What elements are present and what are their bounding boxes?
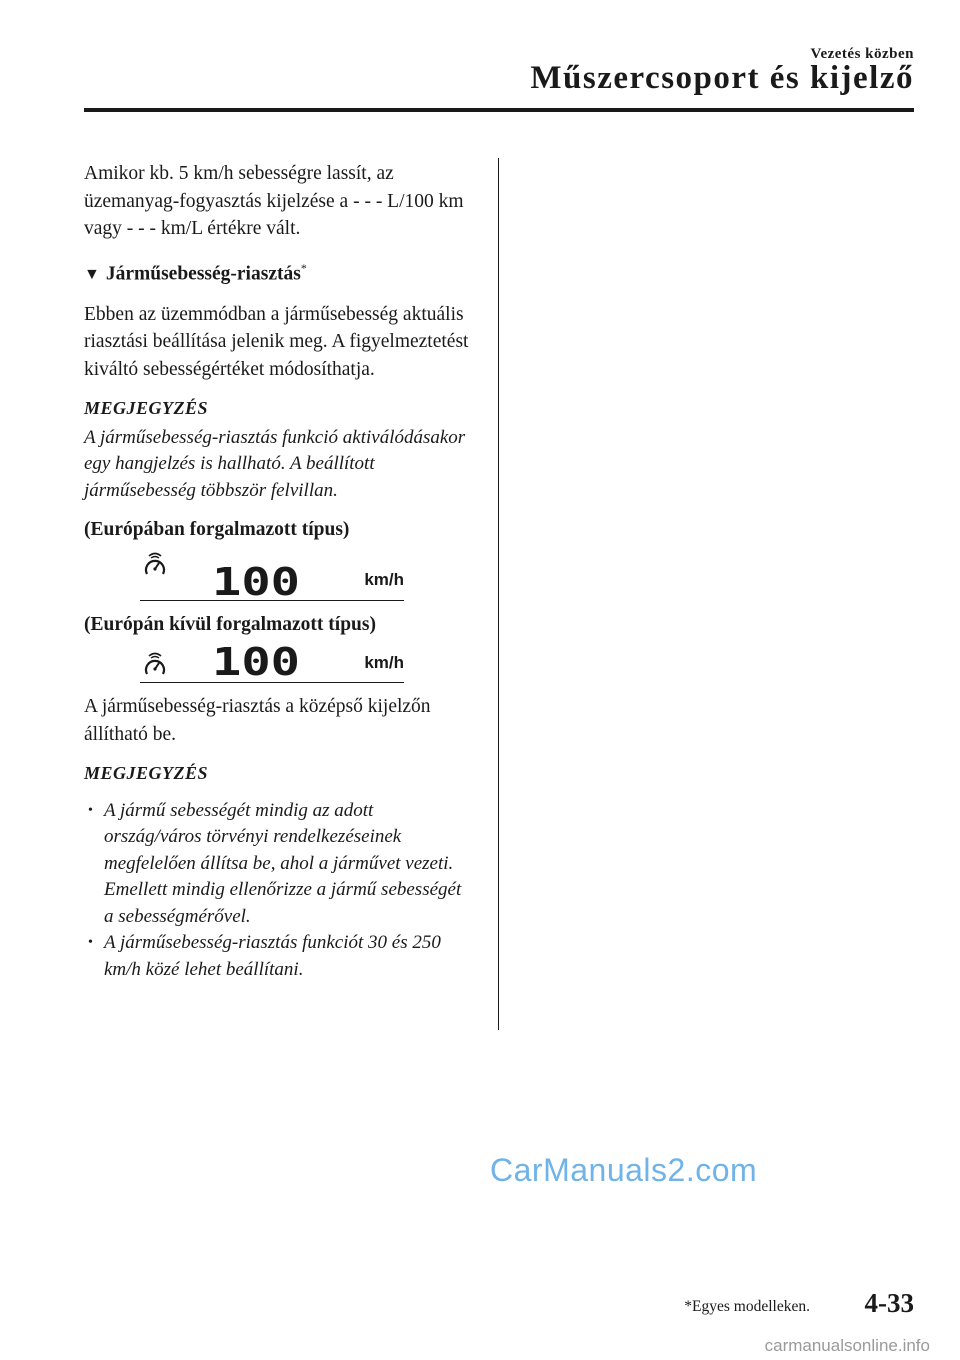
adjust-paragraph: A járműsebesség-riasztás a középső kijelzőn állítható be. (84, 696, 431, 745)
list-item: • A járműsebesség-riasztás funkciót 30 és 250 km/h közé lehet beállítani. (84, 930, 474, 983)
speed-value: 100 (212, 563, 300, 598)
speed-alarm-icon (140, 648, 170, 678)
speed-value: 100 (212, 644, 300, 678)
section-heading-text: Járműsebesség-riasztás (105, 263, 301, 284)
speed-alarm-icon (140, 548, 170, 578)
header-title: Műszercsoport és kijelző (530, 60, 914, 96)
intro-paragraph: Amikor kb. 5 km/h sebességre lassít, az üzemanyag-fogyasztás kijelzése a - - - L/100 km vagy - - - km/L értékre vált. (84, 163, 464, 239)
left-column (84, 160, 474, 983)
note-text: A járműsebesség-riasztás funkció aktiválódásakor egy hangjelzés is hallható. A beállított járműsebesség többször felvillan. (84, 426, 466, 501)
note-title: MEGJEGYZÉS (84, 398, 209, 418)
triangle-down-icon: ▼ (84, 266, 100, 283)
speed-display-europe (140, 548, 404, 601)
variant-label-other: (Európán kívül forgalmazott típus) (84, 613, 376, 635)
footnote: *Egyes modelleken. (684, 1298, 810, 1315)
column-divider (498, 158, 499, 1030)
segment-digits (212, 644, 302, 678)
section-heading (84, 255, 474, 289)
list-item: • A jármű sebességét mindig az adott ország/város törvényi rendelkezéseinek megfelelően állítsa be, ahol a járművet vezeti. Emellett mindig ellenőrizze a jármű sebességét a sebességmérővel. (84, 798, 474, 931)
note-title: MEGJEGYZÉS (84, 763, 209, 783)
note-bullet-list (84, 798, 474, 984)
header-rule (84, 108, 914, 112)
speed-display-other (140, 642, 404, 683)
variant-label-europe: (Európában forgalmazott típus) (84, 519, 350, 540)
segment-digits (212, 564, 302, 598)
speed-unit: km/h (364, 570, 404, 589)
page-number: 4-33 (864, 1288, 914, 1318)
asterisk-mark: * (300, 260, 307, 275)
header-section-label: Vezetés közben (810, 46, 914, 62)
speed-unit: km/h (364, 652, 404, 672)
watermark: CarManuals2.com (490, 1152, 758, 1188)
section-body: Ebben az üzemmódban a járműsebesség aktuális riasztási beállítása jelenik meg. A figyelmeztetést kiváltó sebességértéket módosíthatja. (84, 303, 469, 380)
site-banner: carmanualsonline.info (764, 1336, 930, 1355)
